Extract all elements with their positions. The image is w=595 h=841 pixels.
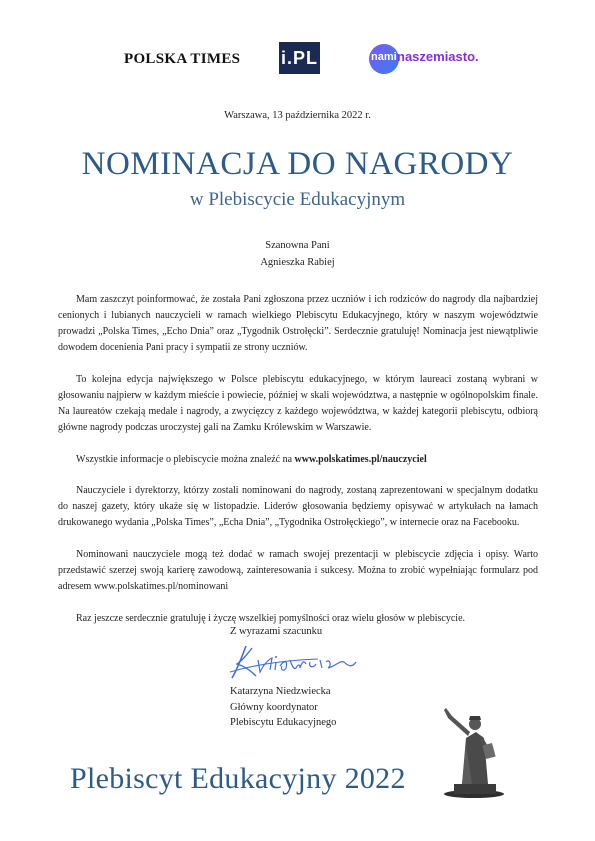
header-logos <box>0 40 595 80</box>
paragraph-edition: To kolejna edycja największego w Polsce plebiscytu edukacyjnego, w którym laureaci zostaną wybrani w głosowaniu najpierw w każdym mieście i powiecie, później w skali województwa, a następnie w ogólnopolskim finale. Na laureatów czekają medale i nagrody, a zwycięzcy z każdego województwa, w każdej kategorii plebiscytu, odbiorą główne nagrody podczas uroczystej gali na Zamku Królewskim w Warszawie. <box>58 374 538 433</box>
paragraph-presentation: Nauczyciele i dyrektorzy, którzy zostali nominowani do nagrody, zostaną zaprezentowani w specjalnym dodatku do naszej gazety, który ukaże się w listopadzie. Liderów głosowania będziemy opisywać w artykułach na łamach drukowanego wydania „Polska Times”, „Echa Dnia”, „Tygodnika Ostrołęckiego”, w internecie oraz na Facebooku. <box>58 485 538 528</box>
signer-role: Główny koordynator <box>230 701 318 713</box>
signer-organization: Plebiscytu Edukacyjnego <box>230 717 337 728</box>
paragraph-nomination: Mam zaszczyt poinformować, że została Pani zgłoszona przez uczniów i ich rodziców do nagrody dla najbardziej cenionych i lubianych nauczycieli w ramach wielkiego Plebiscytu Edukacyjnego, który w naszym województwie prowadzi „Polska Times, „Echo Dnia” oraz „Tygodnik Ostrołęcki”. Serdecznie gratuluję! Nominacja jest niewątpliwie dowodem docenienia Pani pracy i sympatii ze strony uczniów. <box>58 294 538 353</box>
letter-title: NOMINACJA DO NAGRODY <box>81 146 514 182</box>
salutation <box>0 237 595 271</box>
paragraph-info <box>58 452 538 468</box>
recipient-name: Agnieszka Rabiej <box>260 257 335 268</box>
info-text: Wszystkie informacje o plebiscycie można znaleźć na <box>76 454 295 465</box>
footer-title: Plebiscyt Edukacyjny 2022 <box>70 762 406 795</box>
naszemiasto-logo-prefix: nami <box>371 51 397 63</box>
statue-trophy-image <box>432 688 512 800</box>
info-link[interactable]: www.polskatimes.pl/nauczyciel <box>294 454 427 465</box>
handwritten-signature <box>228 642 373 682</box>
signer-block <box>230 684 336 731</box>
salutation-greeting: Szanowna Pani <box>265 240 330 251</box>
paragraph-wishes: Raz jeszcze serdecznie gratuluję i życzę wszelkiej pomyślności oraz wielu głosów w plebiscycie. <box>76 613 466 624</box>
paragraph-profile: Nominowani nauczyciele mogą też dodać w ramach swojej prezentacji w plebiscycie zdjęcia i opisy. Warto przedstawić szerzej swoją karierę zawodową, zainteresowania i sukcesy. Można to zrobić wypełniając formularz pod adresem www.polskatimes.pl/nominowani <box>58 549 538 592</box>
letter-subtitle: w Plebiscycie Edukacyjnym <box>189 189 406 210</box>
signer-name: Katarzyna Niedzwiecka <box>230 686 331 697</box>
closing: Z wyrazami szacunku <box>230 626 323 637</box>
ipl-logo: i.PL <box>279 42 320 74</box>
letter-date: Warszawa, 13 października 2022 r. <box>224 110 371 121</box>
letter-body <box>58 292 538 643</box>
polska-times-logo: POLSKA TIMES <box>124 51 241 67</box>
naszemiasto-logo-text: naszemiasto. <box>397 49 479 64</box>
